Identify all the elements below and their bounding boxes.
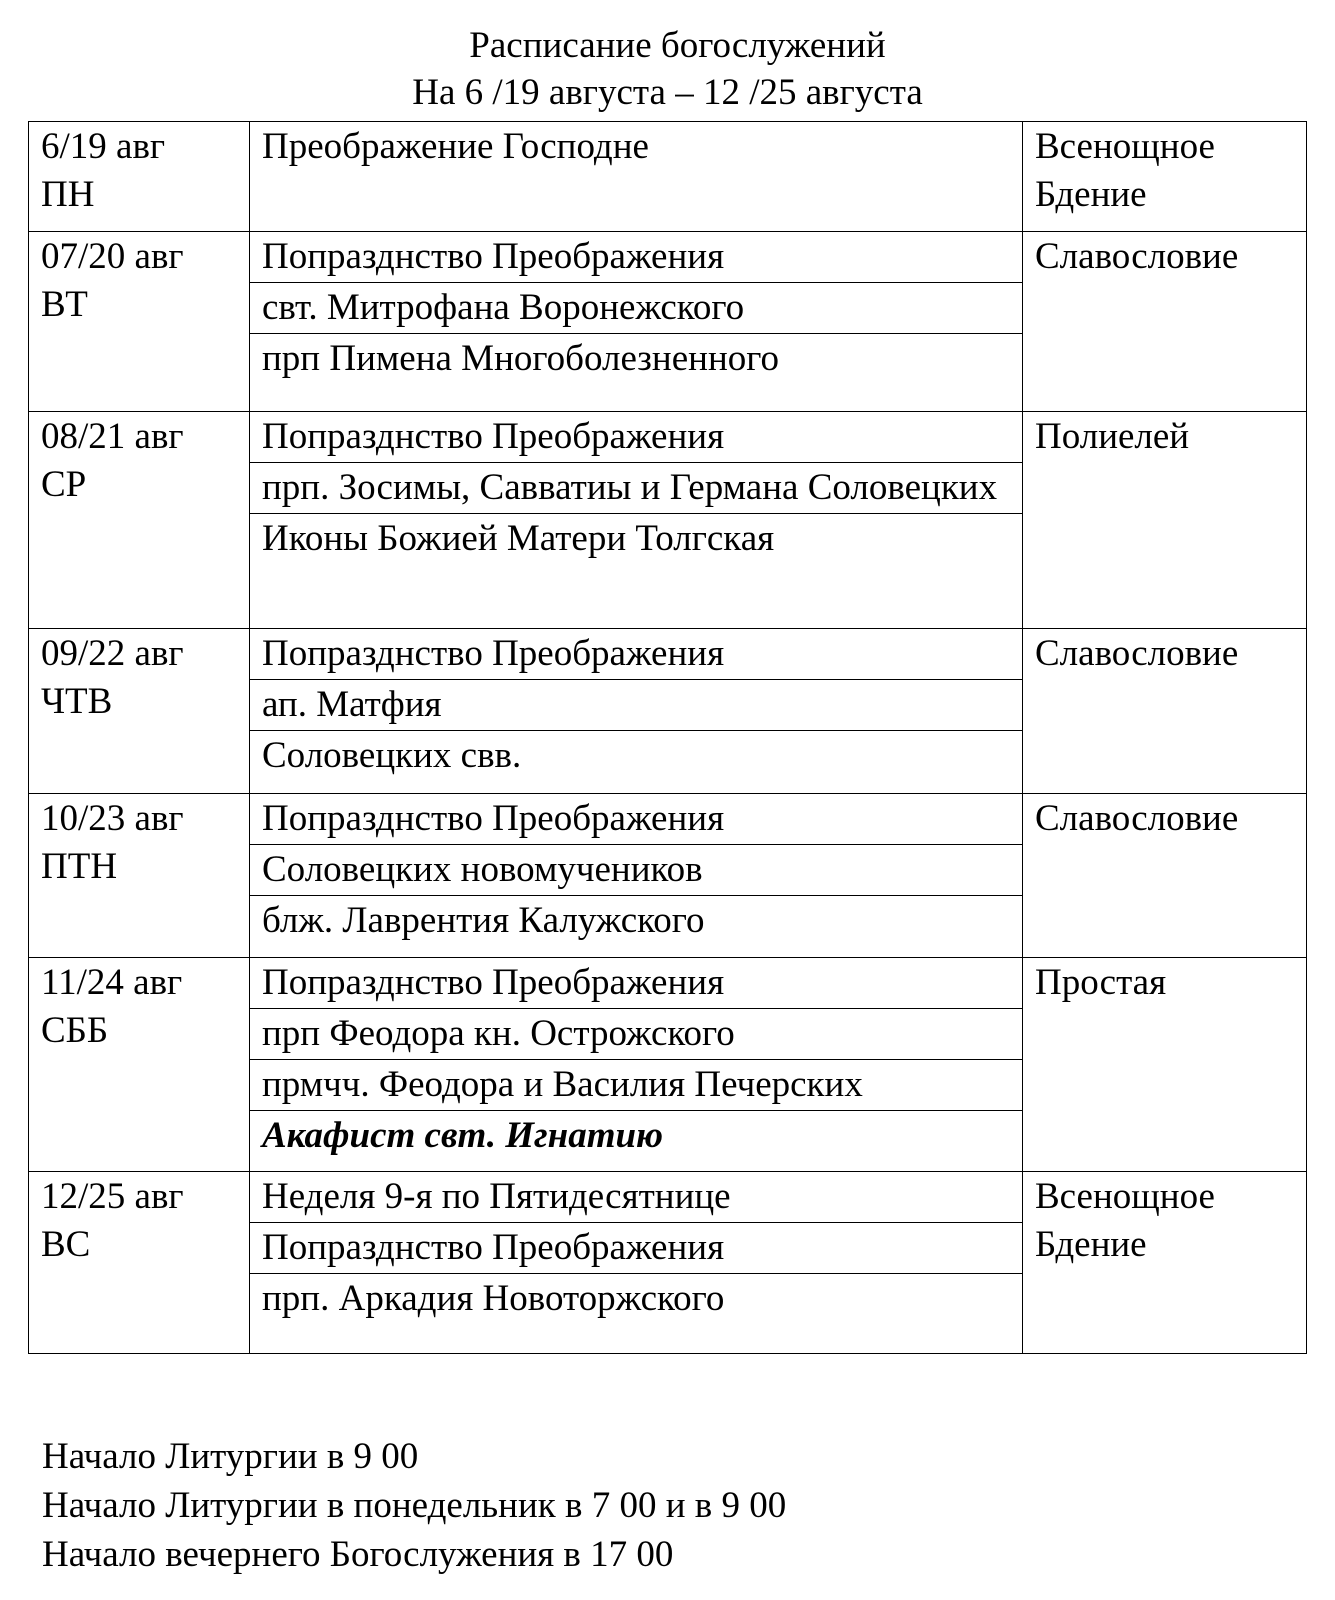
feasts-cell bbox=[250, 412, 1023, 629]
service-cell bbox=[1023, 958, 1307, 1172]
feasts-cell bbox=[250, 794, 1023, 958]
title-line-2: На 6 /19 августа – 12 /25 августа bbox=[412, 72, 923, 113]
day-date: 10/23 авг bbox=[41, 798, 184, 839]
day-cell bbox=[29, 122, 250, 232]
page-title bbox=[0, 22, 1335, 116]
footer-line-monday-liturgy: Начало Литургии в понедельник в 7 00 и в 9 00 bbox=[42, 1485, 787, 1526]
table-row bbox=[29, 122, 1307, 232]
feasts-cell bbox=[250, 629, 1023, 794]
day-date: 12/25 авг bbox=[41, 1176, 184, 1217]
service-cell bbox=[1023, 232, 1307, 412]
feasts-cell bbox=[250, 1172, 1023, 1354]
table-row bbox=[29, 794, 1307, 958]
day-date: 11/24 авг bbox=[41, 962, 183, 1003]
service-type: Всенощное bbox=[1035, 1176, 1215, 1217]
service-type: Славословие bbox=[1035, 236, 1239, 277]
feast-line: Соловецких новомучеников bbox=[250, 845, 1022, 896]
day-date: 09/22 авг bbox=[41, 633, 184, 674]
day-weekday: ВТ bbox=[41, 284, 88, 325]
day-weekday: СР bbox=[41, 464, 87, 505]
day-cell bbox=[29, 1172, 250, 1354]
service-cell bbox=[1023, 629, 1307, 794]
schedule-table bbox=[28, 121, 1307, 1354]
feast-line: Соловецких свв. bbox=[262, 735, 522, 776]
feasts-cell bbox=[250, 958, 1023, 1172]
footer-line-liturgy: Начало Литургии в 9 00 bbox=[42, 1436, 419, 1477]
day-date: 08/21 авг bbox=[41, 416, 184, 457]
service-cell bbox=[1023, 412, 1307, 629]
feast-line: прмчч. Феодора и Василия Печерских bbox=[250, 1060, 1022, 1111]
service-type: Всенощное bbox=[1035, 126, 1215, 167]
table-row bbox=[29, 1172, 1307, 1354]
table-row bbox=[29, 958, 1307, 1172]
day-date: 07/20 авг bbox=[41, 236, 184, 277]
service-type: Полиелей bbox=[1035, 416, 1190, 457]
day-cell bbox=[29, 232, 250, 412]
table-row bbox=[29, 412, 1307, 629]
day-date: 6/19 авг bbox=[41, 126, 166, 167]
feast-line: прп. Аркадия Новоторжского bbox=[262, 1278, 725, 1319]
feast-line: Попразднство Преображения bbox=[250, 794, 1022, 845]
service-type: Славословие bbox=[1035, 633, 1239, 674]
feast-line: прп Пимена Многоболезненного bbox=[262, 338, 780, 379]
service-type-cont: Бдение bbox=[1035, 1224, 1147, 1265]
feast-line: Попразднство Преображения bbox=[250, 412, 1022, 463]
day-weekday: ВС bbox=[41, 1224, 91, 1265]
feasts-cell bbox=[250, 232, 1023, 412]
service-type-cont: Бдение bbox=[1035, 174, 1147, 215]
day-weekday: ЧТВ bbox=[41, 681, 113, 722]
table-row bbox=[29, 629, 1307, 794]
table-row bbox=[29, 232, 1307, 412]
feast-line: ап. Матфия bbox=[250, 680, 1022, 731]
feast-line: прп Феодора кн. Острожского bbox=[250, 1009, 1022, 1060]
service-cell bbox=[1023, 122, 1307, 232]
feast-line: Попразднство Преображения bbox=[250, 958, 1022, 1009]
feast-line: прп. Зосимы, Савватиы и Германа Соловецких bbox=[250, 463, 1022, 514]
service-type: Славословие bbox=[1035, 798, 1239, 839]
service-cell bbox=[1023, 794, 1307, 958]
feast-line: Попразднство Преображения bbox=[250, 1223, 1022, 1274]
service-cell bbox=[1023, 1172, 1307, 1354]
feast-line: Иконы Божией Матери Толгская bbox=[262, 518, 775, 559]
feast-line: блж. Лаврентия Калужского bbox=[262, 900, 705, 941]
day-cell bbox=[29, 958, 250, 1172]
day-weekday: ПТН bbox=[41, 846, 118, 887]
service-type: Простая bbox=[1035, 962, 1167, 1003]
day-cell bbox=[29, 412, 250, 629]
footer-line-evening: Начало вечернего Богослужения в 17 00 bbox=[42, 1534, 674, 1575]
day-cell bbox=[29, 629, 250, 794]
feast-line: Попразднство Преображения bbox=[250, 232, 1022, 283]
feast-line: Попразднство Преображения bbox=[250, 629, 1022, 680]
day-cell bbox=[29, 794, 250, 958]
title-line-1: Расписание богослужений bbox=[469, 25, 886, 66]
feast-line: Преображение Господне bbox=[262, 126, 649, 167]
day-weekday: СББ bbox=[41, 1010, 109, 1051]
feasts-cell bbox=[250, 122, 1023, 232]
akathist-line: Акафист свт. Игнатию bbox=[262, 1115, 664, 1156]
day-weekday: ПН bbox=[41, 174, 95, 215]
feast-line: свт. Митрофана Воронежского bbox=[250, 283, 1022, 334]
feast-line: Неделя 9-я по Пятидесятнице bbox=[250, 1172, 1022, 1223]
service-times-footer bbox=[42, 1432, 786, 1579]
